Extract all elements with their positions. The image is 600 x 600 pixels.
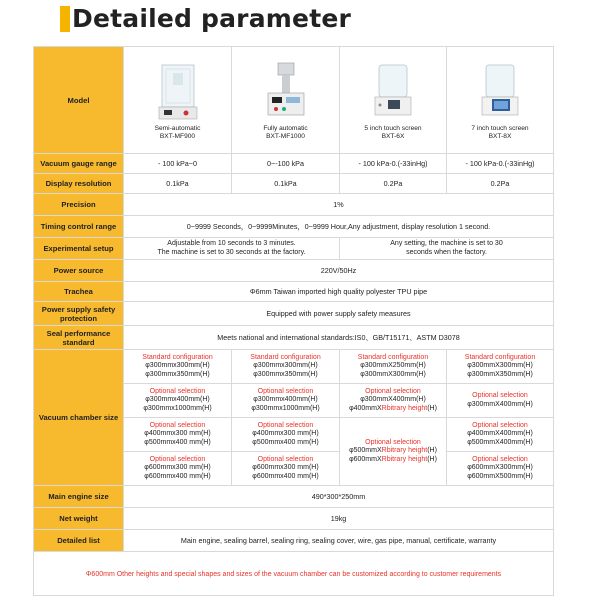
row-precision	[34, 194, 554, 216]
power-source-value: 220V/50Hz	[124, 260, 554, 282]
model-name-1: BXT-MF900	[159, 133, 196, 140]
chamber-head: Optional selection	[365, 387, 421, 395]
row-power-supply-protection	[34, 302, 554, 326]
vacuum-range-4: - 100 kPa-0.(-33inHg)	[447, 154, 554, 174]
row-vacuum-gauge-range	[34, 154, 554, 174]
row-footnote	[34, 552, 554, 596]
model-type-2: Fully automatic	[263, 125, 308, 132]
label-net-weight: Net weight	[34, 508, 124, 530]
size-suffix: (H)	[427, 447, 437, 455]
model-name-3: BXT-6X	[381, 133, 405, 140]
model-type-3: 5 inch touch screen	[364, 125, 422, 132]
chamber-head: Optional selection	[149, 387, 206, 395]
machine-5-inch-image	[371, 61, 415, 123]
chamber-size: φ600mmx400 mm(H)	[144, 472, 211, 480]
label-experimental-setup: Experimental setup	[34, 238, 124, 260]
chamber-c3-b2	[340, 384, 447, 418]
size-suffix: (H)	[427, 455, 437, 463]
chamber-size: φ300mmx350mm(H)	[253, 370, 318, 378]
chamber-size: φ600mmx400 mm(H)	[252, 472, 319, 480]
chamber-size: φ300mmX250mm(H)	[360, 362, 426, 370]
label-trachea: Trachea	[34, 282, 124, 302]
model-cell-2	[232, 47, 340, 154]
chamber-c1-b1	[124, 350, 232, 384]
label-power-source: Power source	[34, 260, 124, 282]
chamber-c4-b1	[447, 350, 554, 384]
row-vacuum-chamber-1	[34, 350, 554, 384]
chamber-c4-b2	[447, 384, 554, 418]
chamber-size: φ300mmx350mm(H)	[145, 370, 210, 378]
arbitrary-height-highlight: Rbitrary height	[381, 455, 428, 463]
chamber-c2-b2	[232, 384, 340, 418]
model-name-2: BXT-MF1000	[266, 133, 305, 140]
title-accent-bar	[60, 6, 70, 32]
chamber-size: φ400mmx300 mm(H)	[144, 430, 211, 438]
chamber-size: φ300mmx300mm(H)	[145, 362, 210, 370]
precision-value: 1%	[124, 194, 554, 216]
row-model	[34, 47, 554, 154]
chamber-head: Optional selection	[472, 421, 528, 429]
arbitrary-height-highlight: Rbitrary height	[381, 447, 428, 455]
label-timing-control-range: Timing control range	[34, 216, 124, 238]
parameter-table	[33, 46, 554, 596]
chamber-size: φ300mmX400mm(H)	[360, 396, 426, 404]
row-seal-performance-standard	[34, 326, 554, 350]
row-trachea	[34, 282, 554, 302]
chamber-size: φ600mmX300mm(H)	[467, 464, 533, 472]
chamber-size: φ300mmX350mm(H)	[467, 370, 533, 378]
footnote-cell	[34, 552, 554, 596]
model-cell-4	[447, 47, 554, 154]
machine-fully-automatic-image	[264, 61, 308, 123]
model-cell-1	[124, 47, 232, 154]
chamber-head: Optional selection	[257, 387, 314, 395]
vacuum-range-2: 0~-100 kPa	[232, 154, 340, 174]
chamber-size: φ400mmx300 mm(H)	[252, 430, 319, 438]
label-seal-performance-standard: Seal performance standard	[34, 326, 124, 350]
machine-7-inch-image	[478, 61, 522, 123]
chamber-size: φ300mmx400mm(H)	[145, 396, 210, 404]
row-display-resolution	[34, 174, 554, 194]
chamber-c1-b3	[124, 418, 232, 452]
chamber-size: φ600mmX500mm(H)	[467, 472, 533, 480]
chamber-size: φ300mmx1000mm(H)	[143, 404, 212, 412]
vacuum-range-1: - 100 kPa~0	[124, 154, 232, 174]
chamber-size: φ600mmx300 mm(H)	[144, 464, 211, 472]
chamber-size: φ300mmx400mm(H)	[253, 396, 318, 404]
chamber-c1-b2	[124, 384, 232, 418]
chamber-size: φ500mmx400 mm(H)	[144, 438, 211, 446]
chamber-head: Standard configuration	[142, 353, 213, 361]
chamber-head: Optional selection	[257, 421, 314, 429]
chamber-size: φ300mmX300mm(H)	[467, 362, 533, 370]
chamber-size: φ300mmx300mm(H)	[253, 362, 318, 370]
label-model: Model	[34, 47, 124, 154]
row-experimental-setup	[34, 238, 554, 260]
chamber-head: Optional selection	[149, 455, 206, 463]
chamber-c2-b1	[232, 350, 340, 384]
row-main-engine-size	[34, 486, 554, 508]
chamber-head: Optional selection	[149, 421, 206, 429]
label-power-supply-protection: Power supply safety protection	[34, 302, 124, 326]
chamber-head: Standard configuration	[464, 353, 536, 361]
chamber-c1-b4	[124, 452, 232, 486]
label-main-engine-size: Main engine size	[34, 486, 124, 508]
resolution-4: 0.2Pa	[447, 174, 554, 194]
trachea-value: Φ6mm Taiwan imported high quality polyester TPU pipe	[124, 282, 554, 302]
power-supply-protection-value: Equipped with power supply safety measures	[124, 302, 554, 326]
resolution-1: 0.1kPa	[124, 174, 232, 194]
chamber-size: φ300mmX300mm(H)	[360, 370, 426, 378]
vacuum-range-3: - 100 kPa-0.(-33inHg)	[340, 154, 447, 174]
setup-left-line-2: The machine is set to 30 seconds at the factory.	[157, 248, 306, 256]
seal-performance-value: Meets national and international standards:IS0、GB/T15171、ASTM D3078	[124, 326, 554, 350]
setup-right-line-2: seconds when the factory.	[406, 248, 487, 256]
chamber-size: φ600mmx300 mm(H)	[252, 464, 319, 472]
chamber-head: Optional selection	[365, 438, 421, 446]
model-type-4: 7 inch touch screen	[471, 125, 529, 132]
setup-right-line-1: Any setting, the machine is set to 30	[390, 240, 503, 247]
chamber-size: φ500mmx400 mm(H)	[252, 438, 319, 446]
chamber-size: φ300mmX400mm(H)	[467, 400, 533, 408]
chamber-size-arbitrary	[342, 456, 444, 465]
size-prefix: φ400mmX	[349, 404, 382, 412]
model-type-1: Semi-automatic	[154, 125, 201, 132]
label-detailed-list: Detailed list	[34, 530, 124, 552]
experimental-setup-right	[340, 238, 554, 260]
size-prefix: φ600mmX	[349, 455, 382, 463]
chamber-size: φ500mmX400mm(H)	[467, 438, 533, 446]
label-vacuum-chamber-size: Vacuum chamber size	[34, 350, 124, 486]
chamber-c2-b4	[232, 452, 340, 486]
chamber-c2-b3	[232, 418, 340, 452]
chamber-head: Optional selection	[257, 455, 314, 463]
size-suffix: (H)	[427, 404, 437, 412]
chamber-head: Optional selection	[472, 392, 528, 399]
size-prefix: φ500mmX	[349, 447, 382, 455]
label-vacuum-gauge-range: Vacuum gauge range	[34, 154, 124, 174]
machine-semi-automatic-image	[156, 61, 200, 123]
model-name-4: BXT-8X	[488, 133, 512, 140]
experimental-setup-left	[124, 238, 340, 260]
chamber-head: Optional selection	[472, 455, 528, 463]
main-engine-size-value: 490*300*250mm	[124, 486, 554, 508]
chamber-size: φ300mmx1000mm(H)	[251, 404, 320, 412]
chamber-size: φ400mmX400mm(H)	[467, 430, 533, 438]
chamber-c4-b4	[447, 452, 554, 486]
customization-footnote: Φ600mm Other heights and special shapes and sizes of the vacuum chamber can be customized according to customer requirements	[85, 570, 502, 578]
net-weight-value: 19kg	[124, 508, 554, 530]
detailed-list-value: Main engine, sealing barrel, sealing ring, sealing cover, wire, gas pipe, manual, certificate, warranty	[124, 530, 554, 552]
row-detailed-list	[34, 530, 554, 552]
chamber-c3-b1	[340, 350, 447, 384]
label-display-resolution: Display resolution	[34, 174, 124, 194]
label-precision: Precision	[34, 194, 124, 216]
chamber-size-arbitrary	[342, 405, 444, 414]
row-net-weight	[34, 508, 554, 530]
model-cell-3	[340, 47, 447, 154]
row-timing-control-range	[34, 216, 554, 238]
resolution-2: 0.1kPa	[232, 174, 340, 194]
arbitrary-height-highlight: Rbitrary height	[381, 404, 428, 412]
chamber-head: Standard configuration	[250, 353, 321, 361]
page-title: Detailed parameter	[72, 4, 352, 33]
chamber-c3-b3	[340, 418, 447, 486]
chamber-size-arbitrary	[342, 447, 444, 456]
chamber-c4-b3	[447, 418, 554, 452]
chamber-head: Standard configuration	[357, 353, 429, 361]
timing-control-value: 0~9999 Seconds，0~9999Minutes，0~9999 Hour,Any adjustment, display resolution 1 second.	[124, 216, 554, 238]
row-power-source	[34, 260, 554, 282]
resolution-3: 0.2Pa	[340, 174, 447, 194]
setup-left-line-1: Adjustable from 10 seconds to 3 minutes.	[167, 240, 296, 247]
